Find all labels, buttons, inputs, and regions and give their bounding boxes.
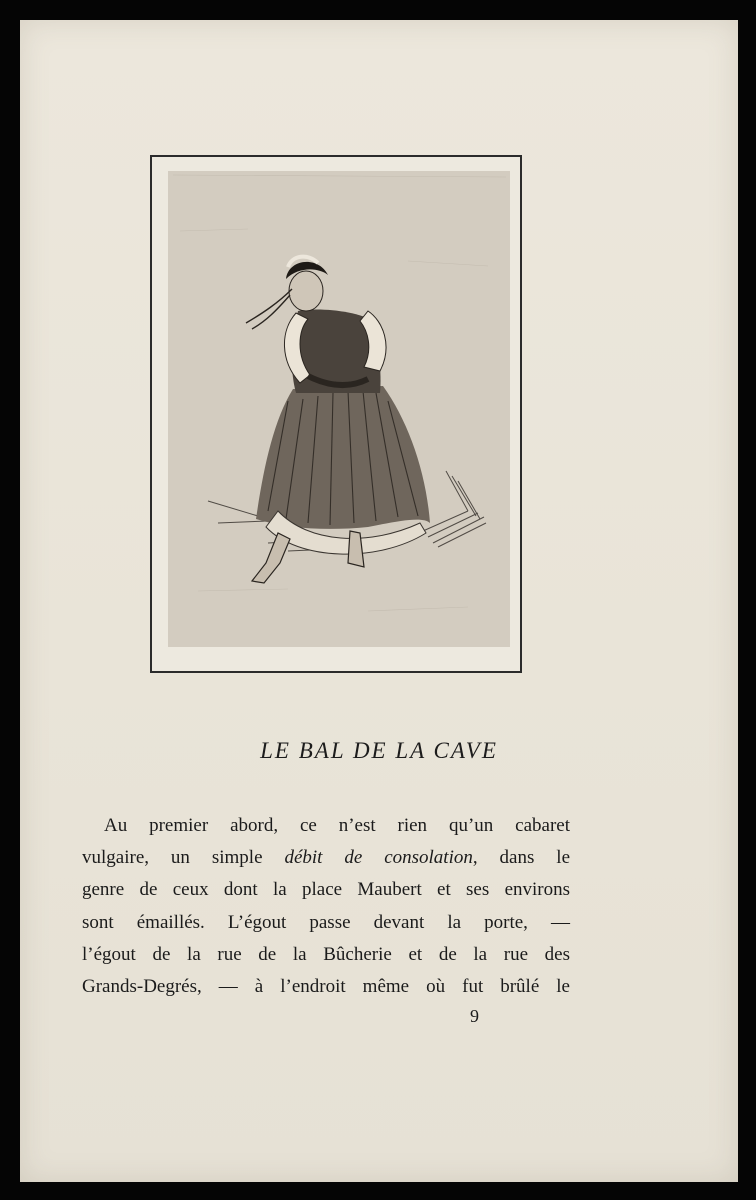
text-line: l’égout de la rue de la Bûcherie et de la rue des [82,943,570,965]
chapter-title: LE BAL DE LA CAVE [260,738,498,763]
text-line: vulgaire, un simple débit de consolation, dans le [82,847,571,869]
text-line: sont émaillés. L’égout passe devant la porte, — [82,911,570,933]
text-line: Grands-Degrés, — à l’endroit même où fut brûlé le [82,976,570,998]
dancing-woman-illustration [168,171,510,647]
illustration-plate [168,171,510,647]
italic-phrase: débit de consolation [284,847,473,869]
page-number: 9 [470,1006,479,1026]
book-page [20,20,738,1182]
text-line: genre de ceux dont la place Maubert et ses environs [82,879,570,901]
illustration-frame [150,155,522,673]
body-paragraph [82,810,570,1003]
text-line: Au premier abord, ce n’est rien qu’un cabaret [104,815,570,836]
